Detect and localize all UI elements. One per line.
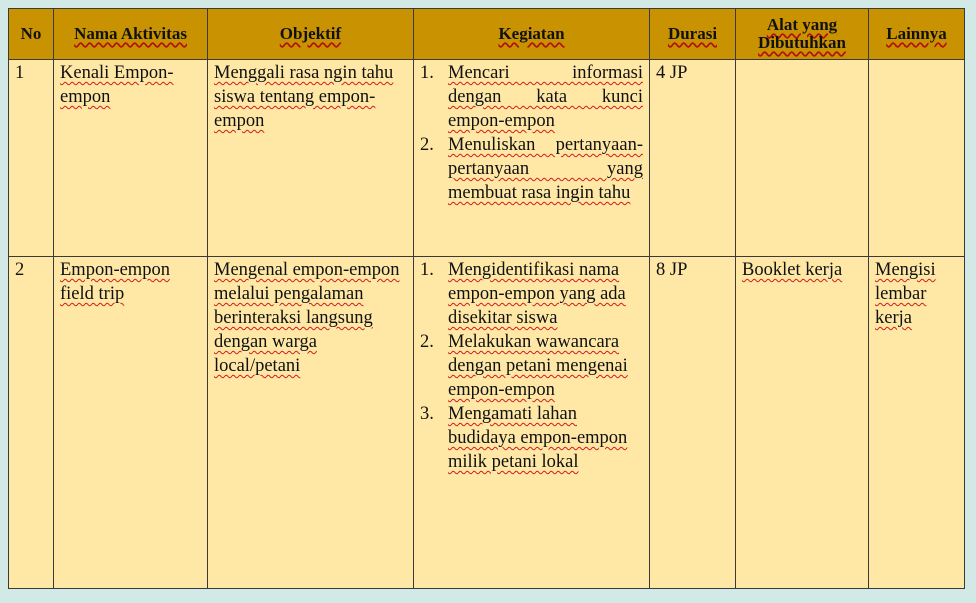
table-row [9,60,965,257]
cell-no: 1 [9,60,54,257]
activity-steps [420,61,643,205]
cell-duration: 8 JP [650,257,736,589]
list-item [420,61,643,133]
step-number: 1. [420,260,434,280]
cell-activity-name: Empon-empon field trip [54,257,208,589]
step-text: Melakukan wawancara dengan petani mengenai empon-empon [448,332,628,400]
step-text: Mengamati lahan budidaya empon-empon milik petani lokal [448,404,628,472]
list-item [420,133,643,205]
activity-steps [420,258,643,474]
cell-tools [736,60,869,257]
step-number: 2. [420,332,434,352]
cell-tools: Booklet kerja [736,257,869,589]
list-item [420,402,643,474]
header-duration: Durasi [650,9,736,60]
header-objective: Objektif [208,9,414,60]
step-number: 1. [420,63,434,83]
table-row [9,257,965,589]
activity-table [8,8,965,589]
cell-objective: Mengenal empon-empon melalui pengalaman berinteraksi langsung dengan warga local/petani [208,257,414,589]
cell-activities [414,60,650,257]
header-no: No [9,9,54,60]
cell-others [869,60,965,257]
header-others: Lainnya [869,9,965,60]
list-item [420,330,643,402]
cell-duration: 4 JP [650,60,736,257]
header-activities: Kegiatan [414,9,650,60]
header-tools: Alat yang Dibutuhkan [736,9,869,60]
header-activity-name: Nama Aktivitas [54,9,208,60]
step-text: Mencari informasi dengan kata kunci empon-empon [448,63,643,131]
cell-others: Mengisi lembar kerja [869,257,965,589]
cell-activity-name: Kenali Empon-empon [54,60,208,257]
step-number: 2. [420,135,434,155]
header-row [9,9,965,60]
cell-objective: Menggali rasa ngin tahu siswa tentang empon-empon [208,60,414,257]
cell-activities [414,257,650,589]
list-item [420,258,643,330]
cell-no: 2 [9,257,54,589]
step-text: Mengidentifikasi nama empon-empon yang ada disekitar siswa [448,260,626,328]
step-number: 3. [420,404,434,424]
step-text: Menuliskan pertanyaan-pertanyaan yang membuat rasa ingin tahu [448,135,643,203]
